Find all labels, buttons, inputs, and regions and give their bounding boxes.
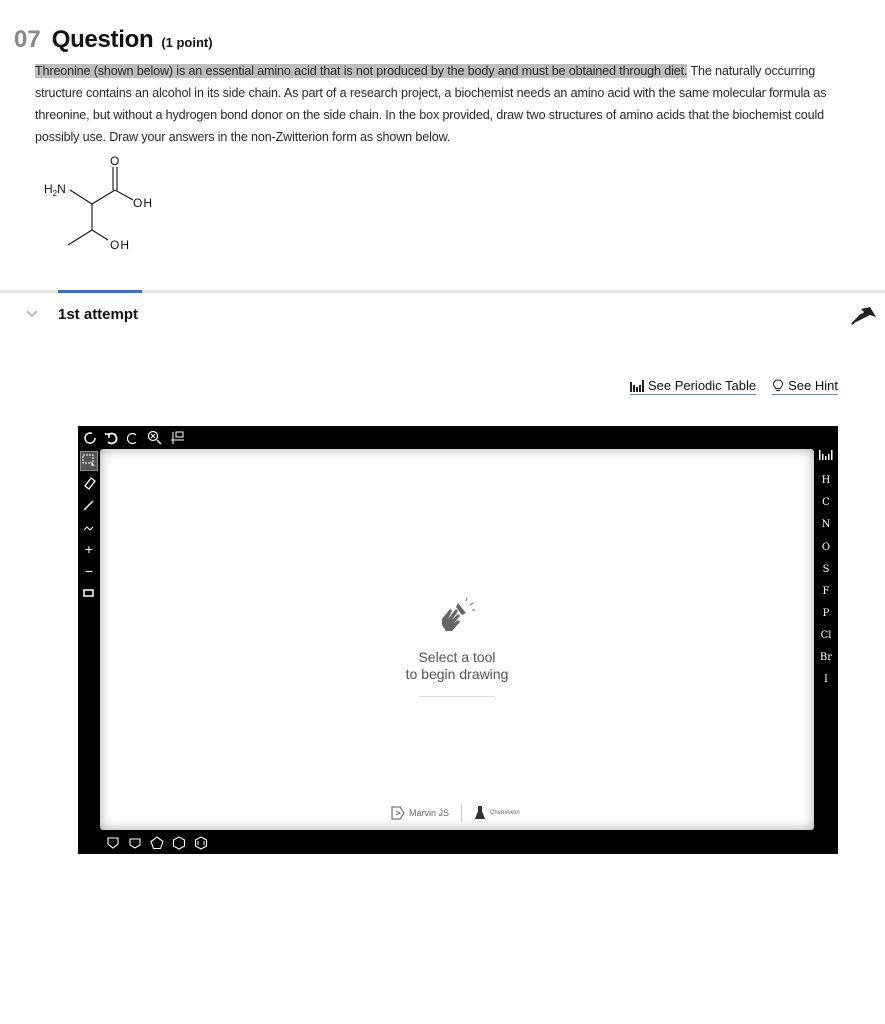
chemaxon-flask-icon [474,805,486,821]
attempt-progress-fill [58,290,142,293]
element-f-button[interactable]: F [822,586,830,597]
marvin-logo-icon [390,805,406,821]
zoom-icon[interactable] [146,429,164,447]
editor-top-toolbar [78,426,838,449]
benzene-icon[interactable] [192,834,210,852]
chevron-down-icon[interactable] [26,310,38,318]
element-h-button[interactable]: H [821,475,831,486]
marvin-branding [390,804,520,822]
periodic-table-label: See Periodic Table [647,378,757,393]
element-o-button[interactable]: O [821,542,831,553]
question-title: Question [51,26,154,53]
element-i-button[interactable]: I [824,674,828,685]
hexagon-icon[interactable] [170,834,188,852]
periodic-table-icon [630,380,644,392]
minus-charge-icon[interactable]: − [84,563,94,579]
attempt-label: 1st attempt [58,306,139,323]
brand-separator [461,804,462,822]
marvin-brand-label: Marvin JS [409,808,450,818]
placeholder-divider [419,696,495,697]
lightbulb-icon [772,379,784,393]
template-icon[interactable] [104,834,122,852]
element-c-button[interactable]: C [822,497,830,508]
see-hint-link[interactable] [772,378,838,395]
question-header [14,26,213,54]
drawing-canvas[interactable] [100,449,814,830]
chain-tool-icon[interactable] [80,517,98,537]
threonine-structure [40,150,170,260]
question-text [35,60,835,148]
chemaxon-brand-label: ChemAxon [490,810,520,816]
placeholder-text [100,649,814,683]
bond-tool-icon[interactable] [80,495,98,515]
element-p-button[interactable]: P [822,608,830,619]
template-toolbar [100,830,400,854]
redo-icon[interactable] [124,429,142,447]
clear-icon[interactable] [81,429,99,447]
eraser-icon[interactable] [80,473,98,493]
element-cl-button[interactable]: Cl [820,630,832,641]
highlighted-text: Threonine (shown below) is an essential amino acid that is not produced by the body and must be obtained through diet. [35,64,688,78]
undo-icon[interactable] [102,429,120,447]
pin-icon[interactable] [850,305,878,325]
question-number: 07 [14,26,41,53]
help-links [630,378,838,395]
pentagon-icon[interactable] [148,834,166,852]
canvas-placeholder [100,597,814,697]
periodic-table-icon[interactable] [814,449,838,469]
dimension-icon[interactable] [169,429,187,447]
carboxyl-oh-label: OH [133,196,153,210]
hand-pointer-icon [434,597,480,639]
question-points: (1 point) [161,35,213,50]
rectangle-tool-icon[interactable] [80,583,98,603]
plus-charge-icon[interactable]: + [84,541,94,557]
oxygen-label: O [110,154,120,168]
sidechain-oh-label: OH [110,238,130,252]
select-tool-icon[interactable] [80,451,98,471]
cyclopropane-icon[interactable] [126,834,144,852]
element-s-button[interactable]: S [822,564,830,575]
question-text-rest: The naturally occurring structure contains an alcohol in its side chain. As part of a research project, a biochemist needs an amino acid with the same molecular formula as threonine, but without a hydrogen bond donor on the side chain. In the box provided, draw two structures of amino acids that the biochemist could possibly use. Draw your answers in the non-Zwitterion form as shown below. [35,64,827,144]
marvin-editor [78,426,838,854]
placeholder-line-2: to begin drawing [405,666,509,682]
element-br-button[interactable]: Br [819,652,833,663]
amine-label: $H_2N$ [44,182,66,198]
placeholder-line-1: Select a tool [418,649,496,665]
element-n-button[interactable]: N [821,519,831,530]
see-periodic-table-link[interactable] [630,378,756,395]
element-toolbar [814,449,838,829]
hint-label: See Hint [788,378,838,393]
attempt-row[interactable] [0,300,885,330]
